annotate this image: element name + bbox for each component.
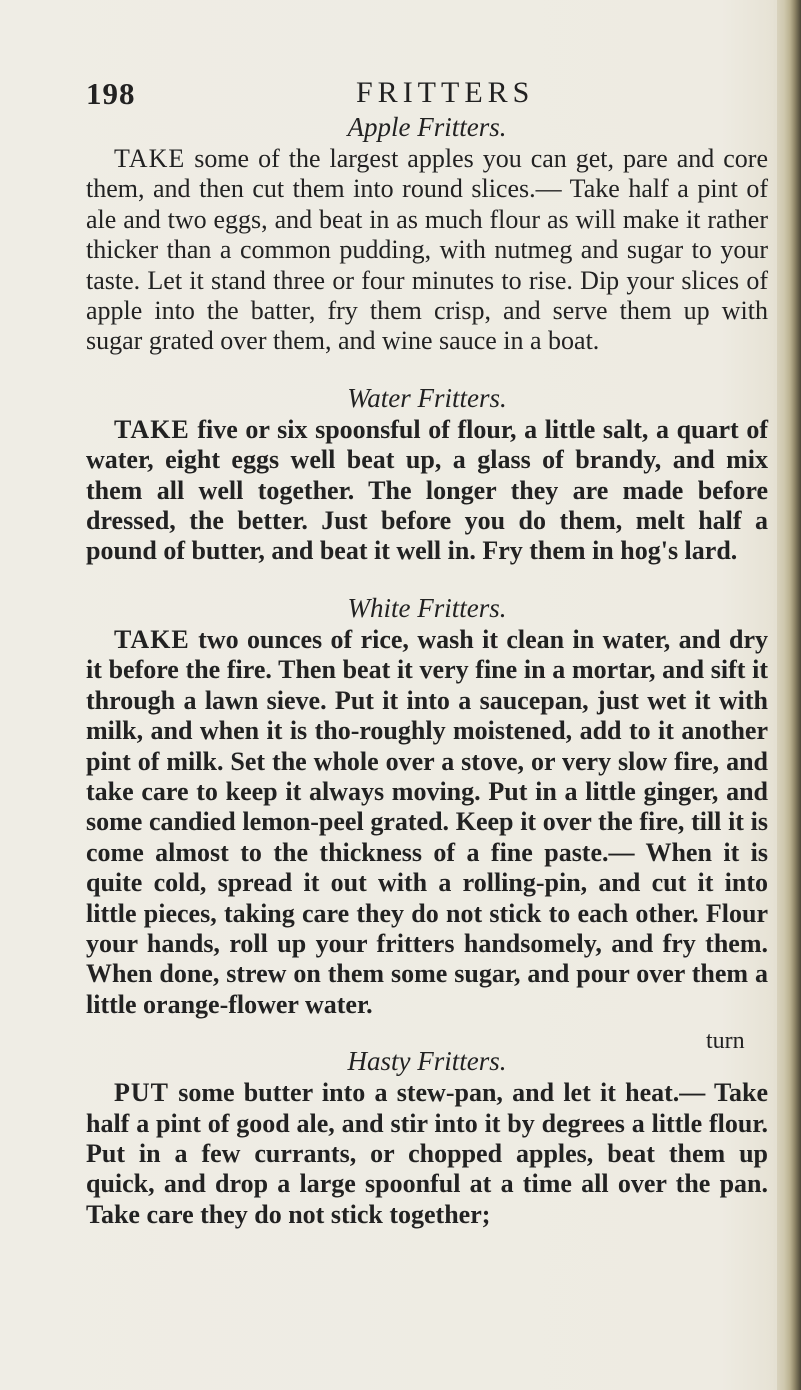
recipe-title: Hasty Fritters.	[347, 1046, 507, 1077]
page-edge-shadow	[777, 0, 801, 1390]
recipe-lead-word: TAKE	[114, 624, 190, 654]
recipe-text	[86, 625, 768, 1020]
recipe-text	[86, 144, 768, 357]
recipe-white-fritters	[86, 593, 768, 1020]
recipe-title: White Fritters.	[347, 592, 507, 623]
recipe-body: two ounces of rice, wash it clean in water, and dry it before the fire. Then beat it very fine in a mortar, and sift it through a lawn sieve. Put it into a saucepan, just wet it with milk, and when it is tho-roughly moistened, add to it another pint of milk. Set the whole over a stove, or very slow fire, and take care to keep it always moving. Put in a little ginger, and some candied lemon-peel grated. Keep it over the fire, till it is come almost to the thickness of a fine paste.— When it is quite cold, spread it out with a rolling-pin, and cut it into little pieces, taking care they do not stick to each other. Flour your hands, roll up your fritters handsomely, and fry them. When done, strew on them some sugar, and pour over them a little orange-flower water.	[86, 624, 768, 1019]
recipe-water-fritters	[86, 383, 768, 567]
page-header	[86, 76, 776, 116]
recipe-body: some butter into a stew-pan, and let it heat.— Take half a pint of good ale, and stir into it by degrees a little flour. Put in a few currants, or chopped apples, beat them up quick, and drop a large spoonful at a time all over the pan. Take care they do not stick together;	[86, 1078, 768, 1229]
recipe-body: some of the largest apples you can get, pare and core them, and then cut them into round slices.— Take half a pint of ale and two eggs, and beat in as much flour as will make it rather thicker than a common pudding, with nutmeg and sugar to your taste. Let it stand three or four minutes to rise. Dip your slices of apple into the batter, fry them crisp, and serve them up with sugar grated over them, and wine sauce in a boat.	[86, 144, 768, 356]
recipe-body: five or six spoonsful of flour, a little salt, a quart of water, eight eggs well beat up, a glass of brandy, and mix them all well together. The longer they are made before dressed, the better. Just before you do them, melt half a pound of butter, and beat it well in. Fry them in hog's lard.	[86, 414, 768, 566]
running-head: FRITTERS	[356, 76, 535, 109]
recipe-lead-word: PUT	[114, 1078, 169, 1108]
recipe-lead-word: TAKE	[114, 414, 190, 444]
recipe-hasty-fritters	[86, 1046, 768, 1230]
recipe-lead-word: TAKE	[114, 144, 186, 173]
recipe-title: Apple Fritters.	[347, 112, 507, 142]
recipe-text	[86, 1078, 768, 1230]
catchword: turn	[706, 1028, 745, 1054]
recipe-text	[86, 415, 768, 567]
recipe-apple-fritters	[86, 112, 768, 357]
page-number: 198	[86, 76, 136, 111]
page-content	[86, 112, 768, 1230]
recipe-title: Water Fritters.	[347, 382, 507, 413]
